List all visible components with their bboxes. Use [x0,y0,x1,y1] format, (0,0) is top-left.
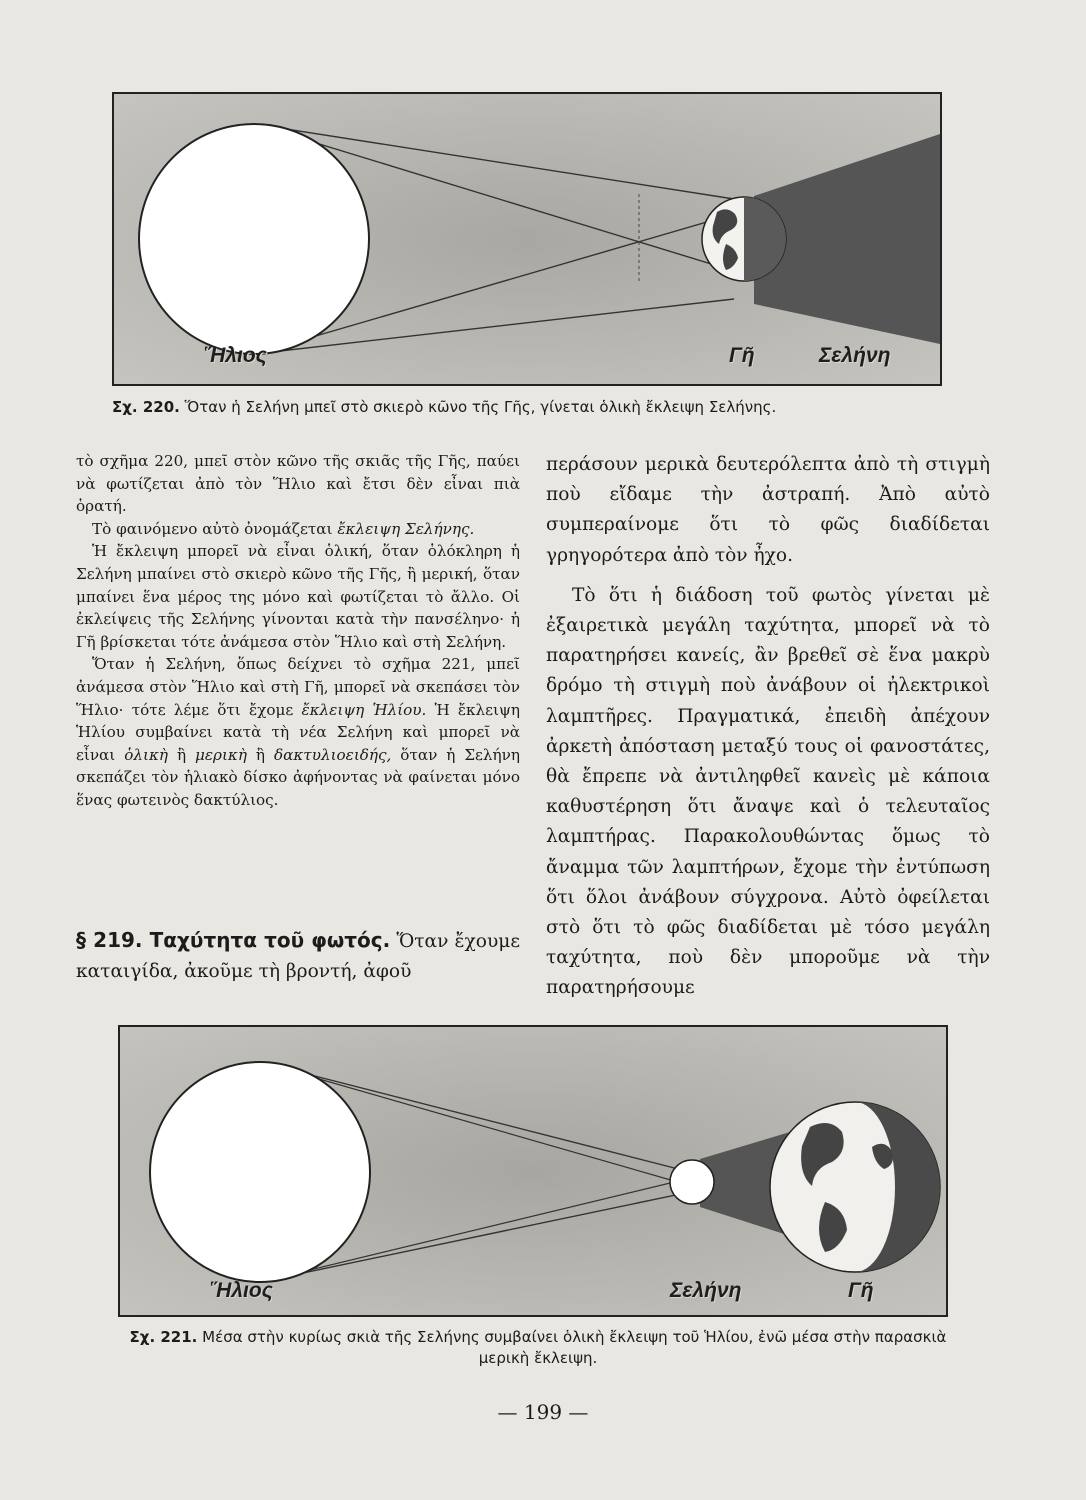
page-number: — 199 — [497,1400,589,1424]
earth-label: Γῆ [848,1279,874,1302]
section-title: § 219. Ταχύτητα τοῦ φωτός. [76,928,391,952]
moon-label: Σελήνη [819,344,891,367]
paragraph: Τὸ ὅτι ἡ διάδοση τοῦ φωτὸς γίνεται μὲ ἐξαιρετικὰ μεγάλη ταχύτητα, μπορεῖ νὰ τὸ παρατηρήσει κανείς, ἂν βρεθεῖ σὲ ἕνα μακρὺ δρόμο τὴ στιγμὴ ποὺ ἀνάβουν οἱ ἠλεκτρικοὶ λαμπτῆρες. Πραγματικά, ἐπειδὴ ἀπέχουν ἀρκετὴ ἀπόσταση μεταξύ τους οἱ φανοστάτες, θὰ ἔπρεπε νὰ ἀντιληφθεῖ κανεὶς μὲ κάποια καθυστέρηση ὅτι ἄναψε καὶ ὁ τελευταῖος λαμπτήρας. Παρακολουθώντας ὅμως τὸ ἄναμμα τῶν λαμπτήρων, ἔχομε τὴν ἐντύπωση ὅτι ὅλοι ἀνάβουν σύγχρονα. Αὐτὸ ὀφείλεται στὸ ὅτι τὸ φῶς διαδίδεται μὲ τόσο μεγάλη ταχύτητα, ποὺ δὲν μποροῦμε νὰ τὴν παρατηρήσουμε [546,584,990,999]
solar-eclipse-diagram [120,1027,946,1315]
lunar-eclipse-diagram [114,94,940,384]
sun-disc [150,1062,370,1282]
paragraph: Τὸ φαινόμενο αὐτὸ ὀνομάζεται ἔκλειψη Σελήνης. [92,519,475,538]
paragraph: Ἡ ἔκλειψη μπορεῖ νὰ εἶναι ὁλική, ὅταν ὁλόκληρη ἡ Σελήνη μπαίνει στὸ σκιερὸ κῶνο τῆς Γῆς, ἢ μερική, ὅταν μπαίνει ἕνα μέρος της μόνο καὶ φωτίζεται τὸ ἄλλο. Οἱ ἐκλείψεις τῆς Σελήνης γίνονται κατὰ τὴν πανσέληνο· ἡ Γῆ βρίσκεται τότε ἀνάμεσα στὸν Ἥλιο καὶ στὴ Σελήνη. [76,542,520,651]
paragraph: τὸ σχῆμα 220, μπεῖ στὸν κῶνο τῆς σκιᾶς τῆς Γῆς, παύει νὰ φωτίζεται ἀπὸ τὸν Ἥλιο καὶ ἔτσι δὲν εἶναι πιὰ ὁρατή. [76,452,520,516]
earth-globe [770,1102,940,1272]
moon-disc [670,1160,714,1204]
paragraph: Ὅταν ἡ Σελήνη, ὅπως δείχνει τὸ σχῆμα 221, μπεῖ ἀνάμεσα στὸν Ἥλιο καὶ στὴ Γῆ, μπορεῖ νὰ σκεπάσει τὸν Ἥλιο· τότε λέμε ὅτι ἔχομε ἔκλειψη Ἡλίου. Ἡ ἔκλειψη Ἡλίου συμβαίνει κατὰ τὴ νέα Σελήνη καὶ μπορεῖ νὰ εἶναι ὁλικὴ ἢ μερικὴ ἢ δακτυλιοειδής, ὅταν ἡ Σελήνη σκεπάζει τὸν ἡλιακὸ δίσκο ἀφήνοντας νὰ φαίνεται μόνο ἕνας φωτεινὸς δακτύλιος. [76,655,520,809]
sun-label: Ἥλιος [210,1279,273,1302]
figure-220-text: Ὅταν ἡ Σελήνη μπεῖ στὸ σκιερὸ κῶνο τῆς Γῆς, γίνεται ὁλικὴ ἔκλειψη Σελήνης. [184,398,777,416]
sun-label: Ἥλιος [204,344,267,367]
figure-221-number: Σχ. 221. [129,1328,198,1346]
moon-label: Σελήνη [670,1279,742,1302]
section-text: Ὅταν ἔχουμε καταιγίδα, ἀκοῦμε τὴ βροντή, ἀφοῦ [76,931,520,983]
solar-eclipse-figure [118,1025,948,1317]
earth-globe [702,197,786,281]
paragraph: περάσουν μερικὰ δευτερόλεπτα ἀπὸ τὴ στιγμὴ ποὺ εἴδαμε τὴν ἀστραπή. Ἀπὸ αὐτὸ συμπεραίνομε ὅτι τὸ φῶς διαδίδεται γρηγορότερα ἀπὸ τὸν ἦχο. [546,454,990,566]
figure-221-text: Μέσα στὴν κυρίως σκιὰ τῆς Σελήνης συμβαίνει ὁλικὴ ἔκλειψη τοῦ Ἡλίου, ἐνῶ μέσα στὴν παρασκιὰ μερικὴ ἔκλειψη. [197,1328,947,1367]
figure-221-caption [118,1327,958,1369]
figure-220-number: Σχ. 220. [112,398,180,416]
earth-label: Γῆ [729,344,755,367]
lunar-eclipse-figure [112,92,942,386]
figure-220-caption [112,397,972,418]
right-column [546,450,990,1004]
section-219 [76,925,520,987]
sun-disc [139,124,369,354]
left-column [76,450,520,812]
